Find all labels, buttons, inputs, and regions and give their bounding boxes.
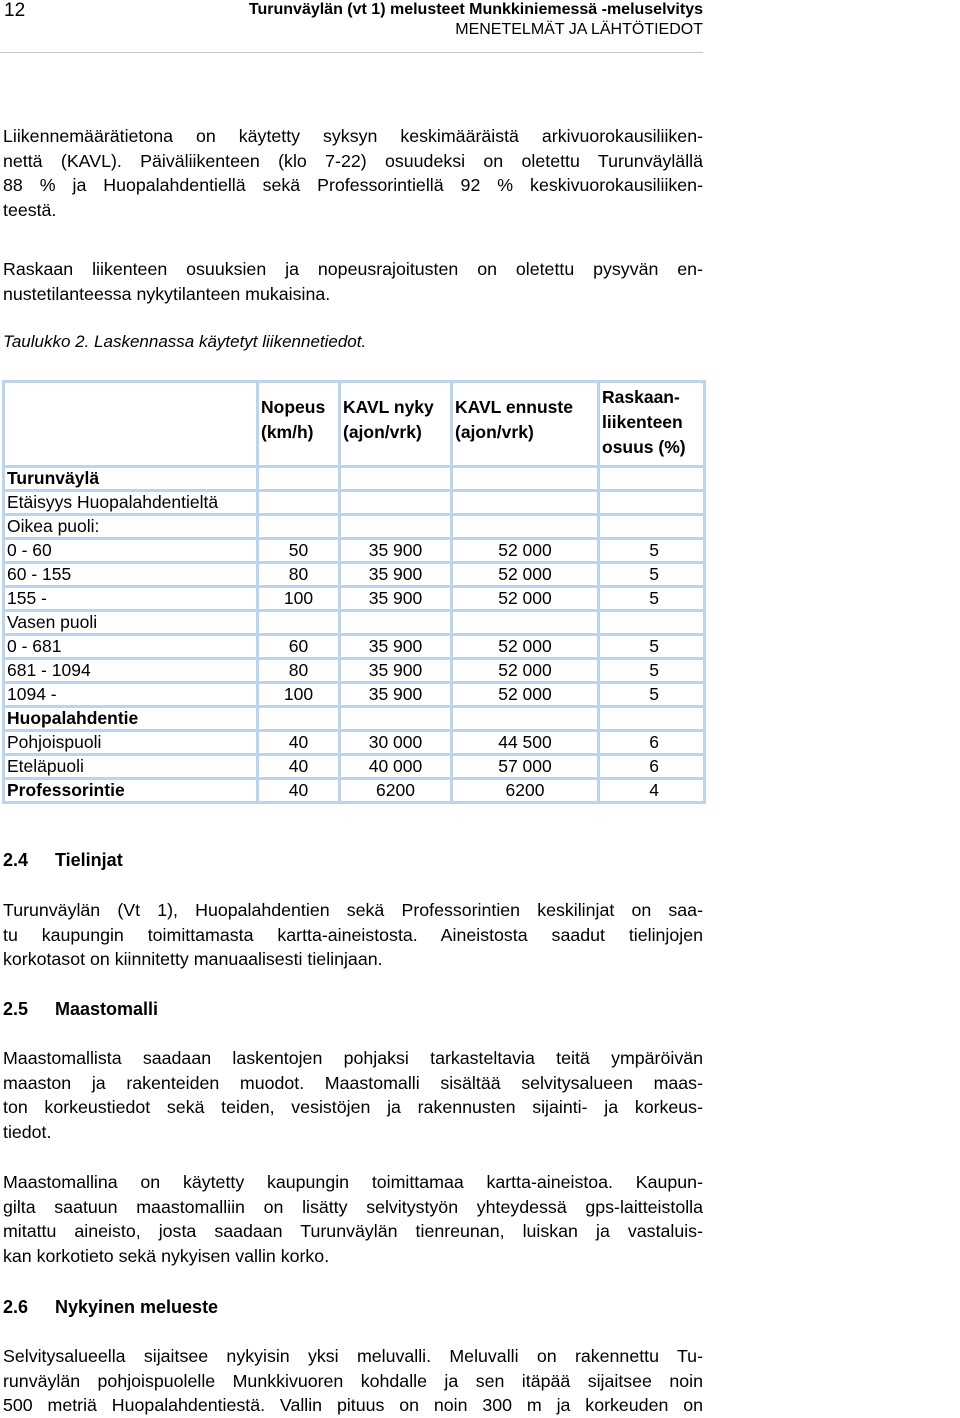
kavl-now-cell: 35 900 xyxy=(340,563,452,587)
table-row xyxy=(4,563,705,587)
kavl-forecast-cell: 52 000 xyxy=(452,563,599,587)
table-row xyxy=(4,491,705,515)
text-line: nustetilanteessa nykytilanteen mukaisina. xyxy=(3,283,331,304)
section-number: 2.5 xyxy=(3,999,29,1019)
table-row xyxy=(4,683,705,707)
speed-cell: 100 xyxy=(258,683,340,707)
section-heading-2-5 xyxy=(3,997,158,1021)
speed-cell xyxy=(258,491,340,515)
kavl-now-cell xyxy=(340,491,452,515)
table-row xyxy=(4,611,705,635)
kavl-forecast-cell: 52 000 xyxy=(452,683,599,707)
heavy-share-cell: 4 xyxy=(599,779,705,803)
text-line: korkotasot on kiinnitetty manuaalisesti tielinjaan. xyxy=(3,949,383,970)
kavl-now-cell xyxy=(340,611,452,635)
heavy-share-cell xyxy=(599,611,705,635)
text-line: Maastomallina on käytetty kaupungin toimittamaa kartta-aineistoa. Kaupun- xyxy=(3,1172,703,1192)
kavl-now-cell xyxy=(340,515,452,539)
section-2-4-paragraph xyxy=(3,898,703,972)
table-body xyxy=(4,467,705,803)
kavl-now-cell: 40 000 xyxy=(340,755,452,779)
heavy-share-cell xyxy=(599,515,705,539)
text-line: teestä. xyxy=(3,199,57,220)
text-line: Selvitysalueella sijaitsee nykyisin yksi meluvalli. Meluvalli on rakennettu Tu- xyxy=(3,1346,703,1366)
intro-paragraph-1 xyxy=(3,124,703,222)
section-2-6-paragraph xyxy=(3,1344,703,1418)
row-label: Turunväylä xyxy=(4,467,258,491)
header-kavl-forecast-line1: KAVL ennuste xyxy=(455,397,573,417)
section-heading-2-6 xyxy=(3,1295,218,1319)
text-line: ton korkeustiedot sekä teiden, vesistöjen ja rakennusten sijainti- ja korkeus- xyxy=(3,1097,703,1118)
kavl-now-cell: 6200 xyxy=(340,779,452,803)
heavy-share-cell: 5 xyxy=(599,587,705,611)
header-speed-line1: Nopeus xyxy=(261,397,326,417)
speed-cell: 80 xyxy=(258,659,340,683)
heavy-share-cell: 5 xyxy=(599,539,705,563)
header-kavl-forecast-line2: (ajon/vrk) xyxy=(455,422,534,442)
row-label: 0 - 681 xyxy=(4,635,258,659)
row-label: Pohjoispuoli xyxy=(4,731,258,755)
text-line: gilta saatuun maastomalliin on lisätty selvitystyön yhteydessä gps-laitteistolla xyxy=(3,1196,703,1217)
row-label: 0 - 60 xyxy=(4,539,258,563)
table-row xyxy=(4,515,705,539)
row-label: 60 - 155 xyxy=(4,563,258,587)
kavl-forecast-cell: 6200 xyxy=(452,779,599,803)
heavy-share-cell xyxy=(599,467,705,491)
speed-cell: 80 xyxy=(258,563,340,587)
table-row xyxy=(4,755,705,779)
row-label: Etäisyys Huopalahdentieltä xyxy=(4,491,258,515)
text-line: 500 metriä Huopalahdentiestä. Vallin pituus on noin 300 m ja korkeuden on xyxy=(3,1395,703,1416)
speed-cell xyxy=(258,467,340,491)
section-title: Nykyinen melueste xyxy=(55,1297,219,1317)
text-line: runväylän pohjoispuolelle Munkkivuoren kohdalle ja sen itäpää sijaitsee noin xyxy=(3,1370,703,1391)
header-empty-cell xyxy=(4,382,258,467)
speed-cell xyxy=(258,707,340,731)
section-title: Maastomalli xyxy=(55,999,159,1019)
row-label: Huopalahdentie xyxy=(4,707,258,731)
section-2-5-paragraph-1 xyxy=(3,1046,703,1144)
kavl-now-cell: 35 900 xyxy=(340,539,452,563)
table-row xyxy=(4,635,705,659)
row-label: Vasen puoli xyxy=(4,611,258,635)
kavl-now-cell: 35 900 xyxy=(340,659,452,683)
table-row xyxy=(4,467,705,491)
kavl-now-cell: 35 900 xyxy=(340,635,452,659)
text-line: Liikennemäärätietona on käytetty syksyn keskimääräistä arkivuorokausiliiken- xyxy=(3,126,703,146)
page-number: 12 xyxy=(4,0,26,21)
kavl-forecast-cell: 52 000 xyxy=(452,659,599,683)
running-subtitle: MENETELMÄT JA LÄHTÖTIEDOT xyxy=(455,21,703,38)
header-rule xyxy=(0,52,703,53)
running-title: Turunväylän (vt 1) melusteet Munkkiniemessä -meluselvitys xyxy=(248,1,703,18)
kavl-now-cell xyxy=(340,707,452,731)
row-label: 155 - xyxy=(4,587,258,611)
text-line: tiedot. xyxy=(3,1121,52,1142)
kavl-now-cell xyxy=(340,467,452,491)
section-heading-2-4 xyxy=(3,848,123,872)
table-row xyxy=(4,779,705,803)
heavy-share-cell xyxy=(599,491,705,515)
table-row xyxy=(4,707,705,731)
kavl-now-cell: 30 000 xyxy=(340,731,452,755)
header-speed-line2: (km/h) xyxy=(261,422,314,442)
table-row xyxy=(4,659,705,683)
section-number: 2.6 xyxy=(3,1297,29,1317)
kavl-now-cell: 35 900 xyxy=(340,683,452,707)
kavl-forecast-cell xyxy=(452,467,599,491)
heavy-share-cell: 5 xyxy=(599,563,705,587)
speed-cell: 40 xyxy=(258,755,340,779)
kavl-forecast-cell: 52 000 xyxy=(452,539,599,563)
speed-cell: 50 xyxy=(258,539,340,563)
kavl-forecast-cell: 52 000 xyxy=(452,635,599,659)
header-heavy-line1: Raskaan- xyxy=(602,387,680,407)
text-line: kan korkotieto sekä nykyisen vallin korko. xyxy=(3,1245,330,1266)
heavy-share-cell: 6 xyxy=(599,755,705,779)
kavl-now-cell: 35 900 xyxy=(340,587,452,611)
table-header-row xyxy=(4,382,705,467)
speed-cell xyxy=(258,611,340,635)
kavl-forecast-cell xyxy=(452,491,599,515)
table-caption: Taulukko 2. Laskennassa käytetyt liikennetiedot. xyxy=(3,332,367,351)
header-kavl-now-line1: KAVL nyky xyxy=(343,397,434,417)
heavy-share-cell: 6 xyxy=(599,731,705,755)
speed-cell: 100 xyxy=(258,587,340,611)
header-heavy-line3: osuus (%) xyxy=(602,437,686,457)
text-line: Maastomallista saadaan laskentojen pohjaksi tarkasteltavia teitä ympäröivän xyxy=(3,1048,703,1068)
speed-cell: 40 xyxy=(258,731,340,755)
kavl-forecast-cell xyxy=(452,515,599,539)
section-2-5-paragraph-2 xyxy=(3,1170,703,1268)
kavl-forecast-cell xyxy=(452,707,599,731)
intro-paragraph-2 xyxy=(3,257,703,306)
header-kavl-forecast xyxy=(452,382,599,467)
text-line: maaston ja rakenteiden muodot. Maastomalli sisältää selvitysalueen maas- xyxy=(3,1072,703,1093)
text-line: 88 % ja Huopalahdentiellä sekä Professorintiellä 92 % keskivuorokausiliiken- xyxy=(3,175,703,196)
traffic-data-table xyxy=(2,380,706,804)
text-line: tu kaupungin toimittamasta kartta-aineistosta. Aineistosta saadut tielinjojen xyxy=(3,924,703,945)
header-kavl-now xyxy=(340,382,452,467)
text-line: mitattu aineisto, josta saadaan Turunväylän tienreunan, luiskan ja vastaluis- xyxy=(3,1221,703,1242)
section-title: Tielinjat xyxy=(55,850,123,870)
table-row xyxy=(4,539,705,563)
speed-cell xyxy=(258,515,340,539)
table-row xyxy=(4,731,705,755)
row-label: Eteläpuoli xyxy=(4,755,258,779)
heavy-share-cell: 5 xyxy=(599,659,705,683)
section-number: 2.4 xyxy=(3,850,29,870)
row-label: Oikea puoli: xyxy=(4,515,258,539)
header-heavy-share xyxy=(599,382,705,467)
header-kavl-now-line2: (ajon/vrk) xyxy=(343,422,422,442)
text-line: Turunväylän (Vt 1), Huopalahdentien sekä Professorintien keskilinjat on saa- xyxy=(3,900,703,920)
heavy-share-cell: 5 xyxy=(599,635,705,659)
speed-cell: 60 xyxy=(258,635,340,659)
row-label: 681 - 1094 xyxy=(4,659,258,683)
header-heavy-line2: liikenteen xyxy=(602,412,683,432)
kavl-forecast-cell: 52 000 xyxy=(452,587,599,611)
kavl-forecast-cell: 44 500 xyxy=(452,731,599,755)
text-line: nettä (KAVL). Päiväliikenteen (klo 7-22) osuudeksi on oletettu Turunväylällä xyxy=(3,150,703,171)
row-label: 1094 - xyxy=(4,683,258,707)
table-row xyxy=(4,587,705,611)
kavl-forecast-cell xyxy=(452,611,599,635)
header-speed xyxy=(258,382,340,467)
heavy-share-cell: 5 xyxy=(599,683,705,707)
speed-cell: 40 xyxy=(258,779,340,803)
heavy-share-cell xyxy=(599,707,705,731)
text-line: Raskaan liikenteen osuuksien ja nopeusrajoitusten on oletettu pysyvän en- xyxy=(3,259,703,279)
row-label: Professorintie xyxy=(4,779,258,803)
kavl-forecast-cell: 57 000 xyxy=(452,755,599,779)
